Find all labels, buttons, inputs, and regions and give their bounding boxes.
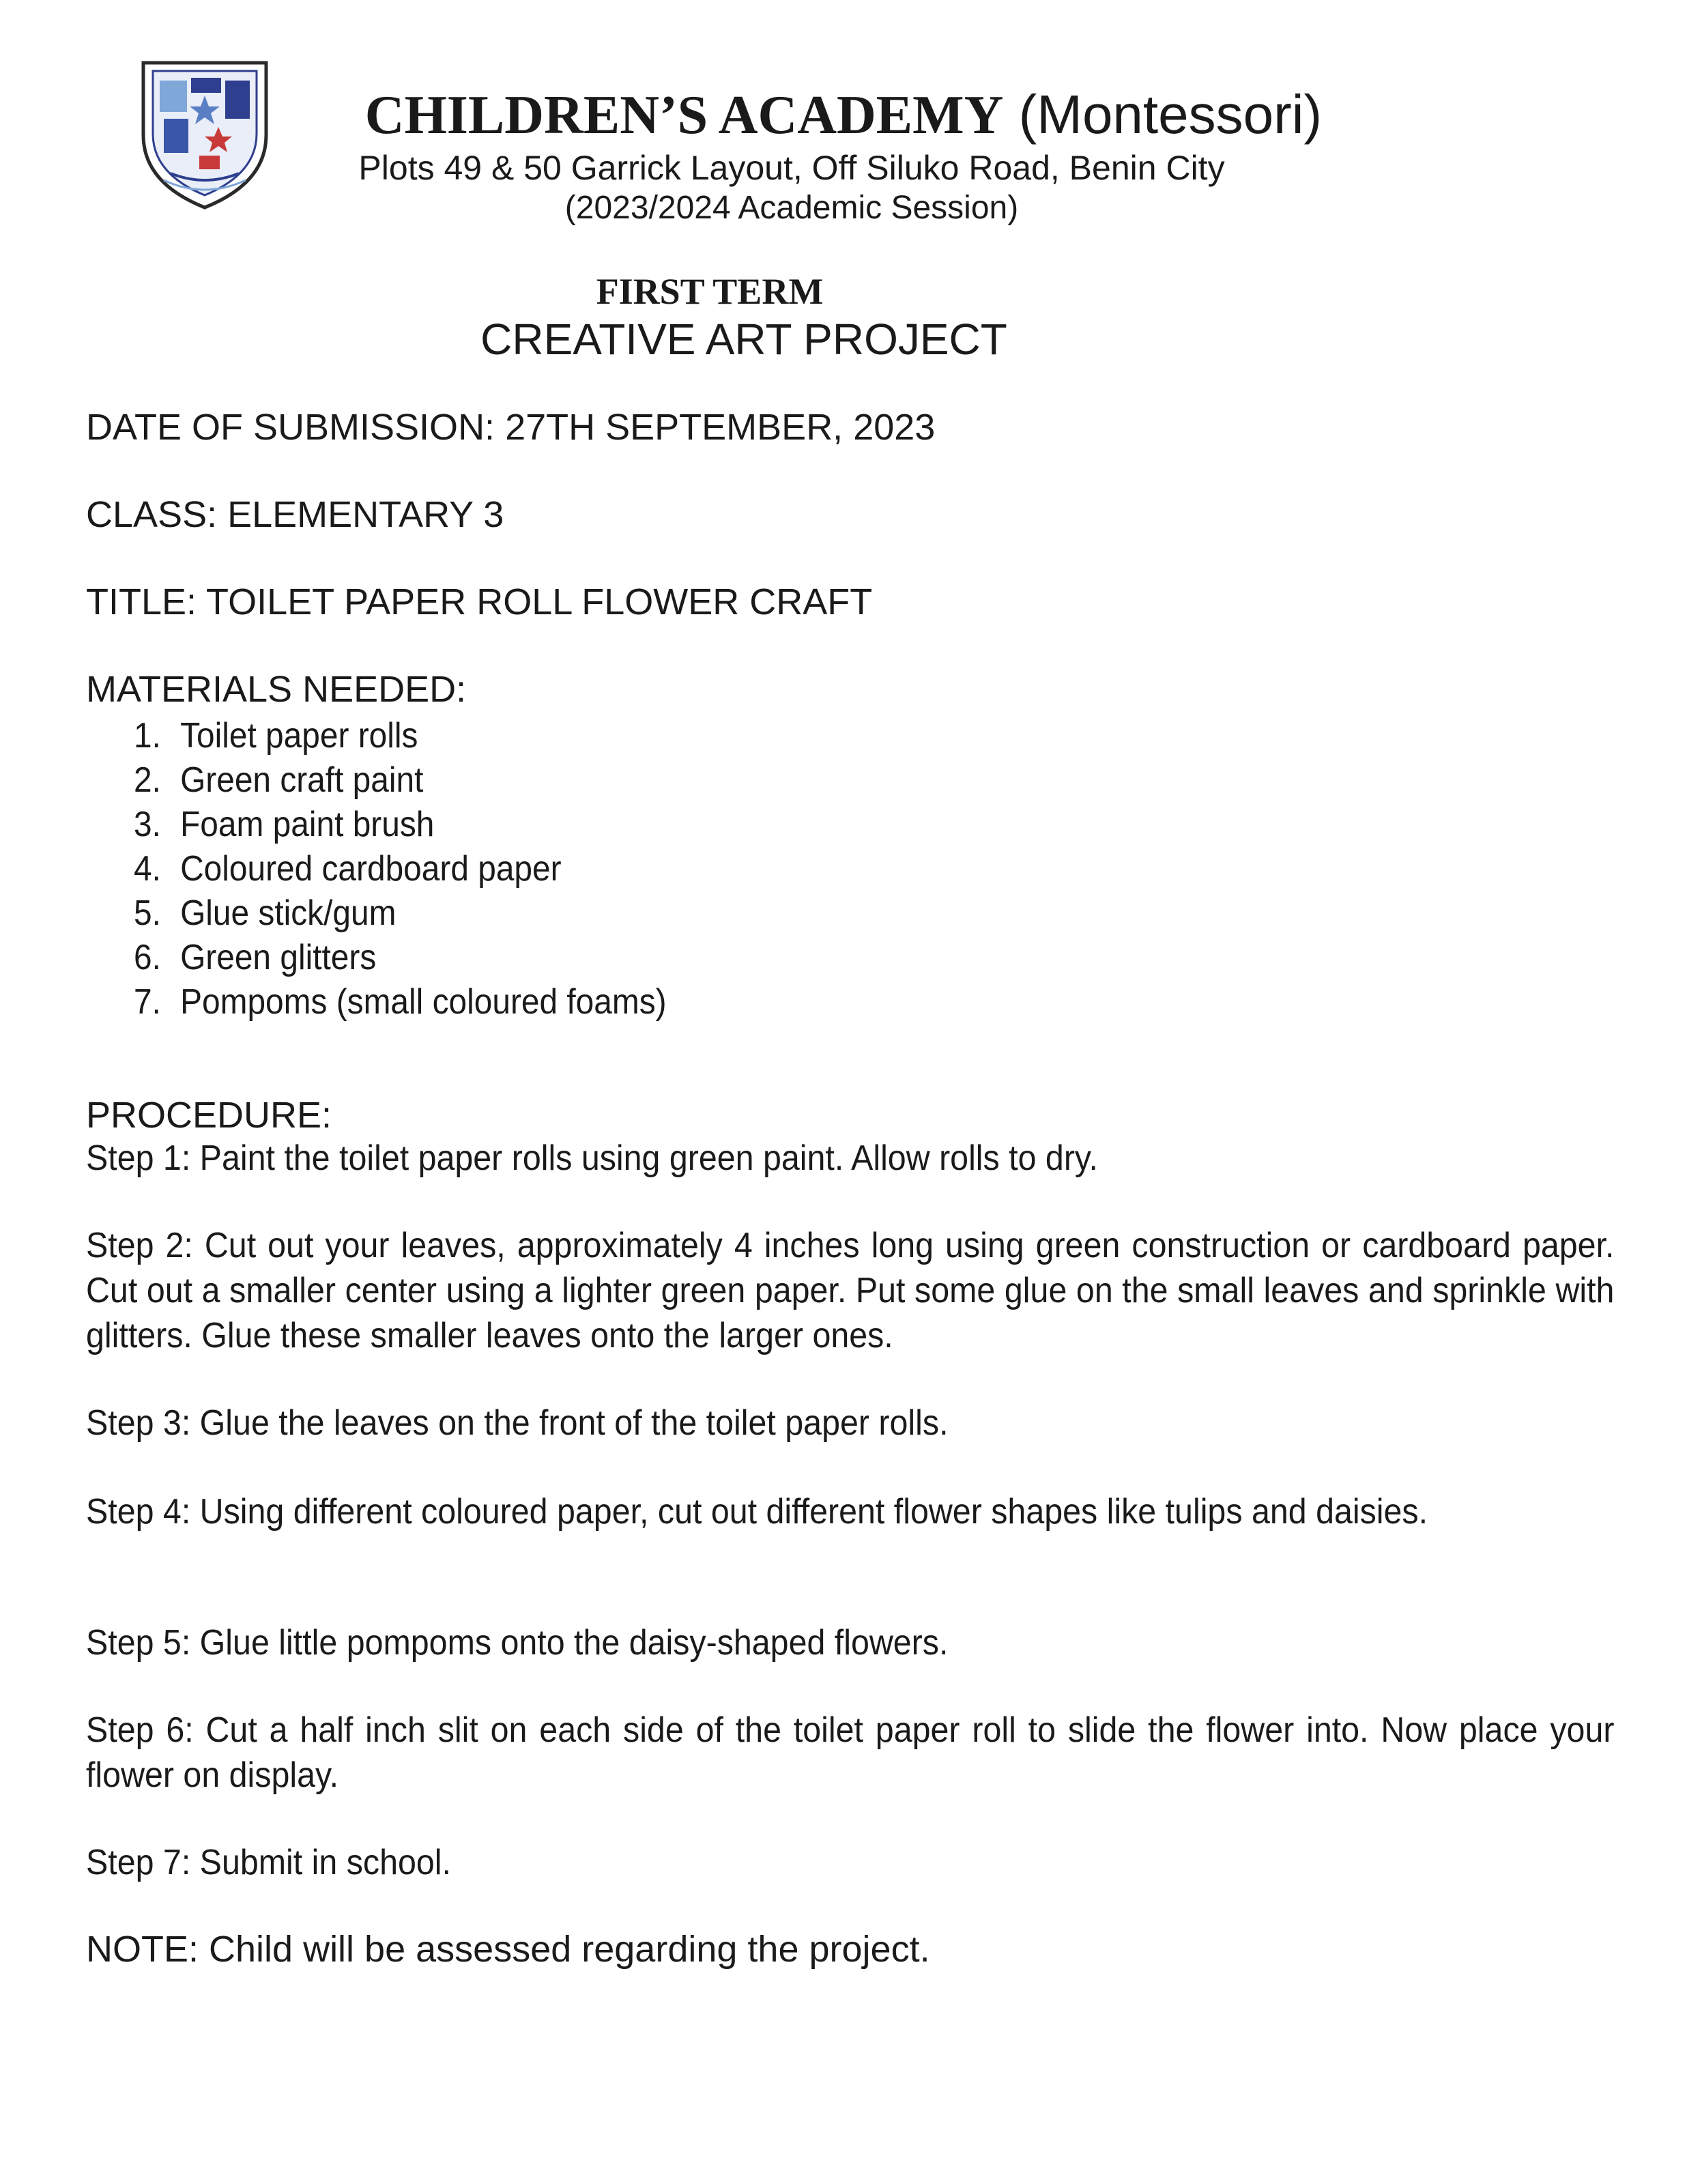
project-heading: CREATIVE ART PROJECT xyxy=(480,315,1007,364)
materials-heading: MATERIALS NEEDED: xyxy=(86,669,467,710)
school-name-main: CHILDREN’S ACADEMY xyxy=(364,85,1004,145)
procedure-step-6: Step 6: Cut a half inch slit on each side of the toilet paper roll to slide the flower into. Now place your flower on display. xyxy=(86,1710,1615,1795)
procedure-step-7: Step 7: Submit in school. xyxy=(86,1843,451,1882)
list-item: 2. Green craft paint xyxy=(134,760,424,800)
school-address: Plots 49 & 50 Garrick Layout, Off Siluko Road, Benin City xyxy=(358,149,1225,187)
submission-date: DATE OF SUBMISSION: 27TH SEPTEMBER, 2023 xyxy=(86,407,936,448)
procedure-step-5: Step 5: Glue little pompoms onto the daisy-shaped flowers. xyxy=(86,1623,949,1663)
school-name xyxy=(0,82,1687,148)
list-item: 5. Glue stick/gum xyxy=(134,893,396,933)
procedure-step-2: Step 2: Cut out your leaves, approximately 4 inches long using green construction or cardboard paper. Cut out a smaller center using a lighter green paper. Put some glue on the small leaves and sprinkle with glitters. Glue these smaller leaves onto the larger ones. xyxy=(86,1226,1615,1355)
title-line: TITLE: TOILET PAPER ROLL FLOWER CRAFT xyxy=(86,581,873,622)
list-item: 6. Green glitters xyxy=(134,938,377,977)
list-item: 3. Foam paint brush xyxy=(134,805,435,844)
procedure-step-1: Step 1: Paint the toilet paper rolls using green paint. Allow rolls to dry. xyxy=(86,1138,1098,1178)
materials-list xyxy=(134,714,712,1024)
class-line: CLASS: ELEMENTARY 3 xyxy=(86,494,504,535)
list-item: 7. Pompoms (small coloured foams) xyxy=(134,982,667,1022)
academic-session: (2023/2024 Academic Session) xyxy=(564,190,1019,226)
list-item: 1. Toilet paper rolls xyxy=(134,716,418,756)
term-heading: FIRST TERM xyxy=(596,271,824,312)
list-item: 4. Coloured cardboard paper xyxy=(134,849,562,889)
assessment-note: NOTE: Child will be assessed regarding the project. xyxy=(86,1929,930,1970)
procedure-heading: PROCEDURE: xyxy=(86,1095,332,1136)
procedure-step-4: Step 4: Using different coloured paper, cut out different flower shapes like tulips and daisies. xyxy=(86,1492,1428,1532)
procedure-step-3: Step 3: Glue the leaves on the front of the toilet paper rolls. xyxy=(86,1403,949,1443)
school-type: (Montessori) xyxy=(1018,84,1323,145)
